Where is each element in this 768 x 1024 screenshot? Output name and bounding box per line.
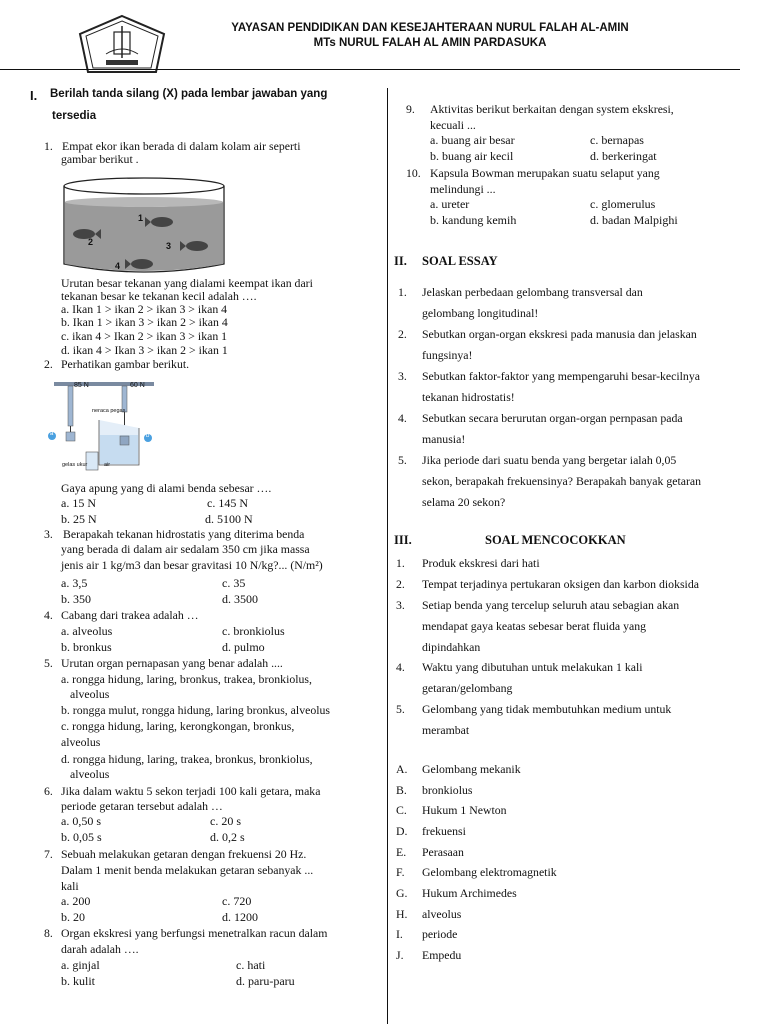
school-title: MTs NURUL FALAH AL AMIN PARDASUKA: [313, 37, 547, 49]
q9-option-b: b. buang air kecil: [430, 149, 514, 163]
q6-text: Jika dalam waktu 5 sekon terjadi 100 kali getara, maka: [61, 784, 321, 798]
q5-option-d: d. rongga hidung, laring, trakea, bronkus, bronkiolus,: [61, 752, 313, 766]
q1-number: 1.: [44, 139, 53, 153]
q7-text-cont: kali: [61, 879, 79, 893]
essay-5-number: 5.: [398, 453, 407, 467]
q8-option-c: c. hati: [236, 958, 266, 972]
q9-option-a: a. buang air besar: [430, 133, 515, 147]
q10-number: 10.: [406, 166, 421, 180]
q2-text: Perhatikan gambar berikut.: [61, 357, 190, 371]
answer-g-text: Hukum Archimedes: [422, 886, 517, 900]
match-3-number: 3.: [396, 598, 405, 612]
fish-label-3: 3: [166, 241, 172, 251]
answer-b-text: bronkiolus: [422, 783, 473, 797]
answer-j-text: Empedu: [422, 948, 462, 962]
q8-option-a: a. ginjal: [61, 958, 100, 972]
q9-option-d: d. berkeringat: [590, 149, 657, 163]
air-label: air: [104, 462, 111, 468]
q6-option-d: d. 0,2 s: [210, 830, 245, 844]
essay-3-text: Sebutkan faktor-faktor yang mempengaruhi besar-kecilnya tekanan hidrostatis!: [422, 369, 700, 404]
q2-option-b: b. 25 N: [61, 512, 97, 526]
q5-number: 5.: [44, 656, 53, 670]
q1-option-d: d. ikan 4 > Ikan 3 > ikan 2 > ikan 1: [61, 343, 228, 357]
section-1-title: Berilah tanda silang (X) pada lembar jawaban yang: [50, 88, 328, 100]
q3-option-c: c. 35: [222, 576, 246, 590]
q4-option-a: a. alveolus: [61, 624, 113, 638]
q10-option-d: d. badan Malpighi: [590, 213, 678, 227]
q8-number: 8.: [44, 926, 53, 940]
q8-option-b: b. kulit: [61, 974, 96, 988]
essay-5-text: Jika periode dari suatu benda yang bergetar ialah 0,05 sekon, berapakah frekuensinya? Berapakah banyak getaran selama 20 sekon?: [422, 453, 702, 509]
section-3-title: SOAL MENCOCOKKAN: [485, 533, 626, 547]
q10-text: Kapsula Bowman merupakan suatu selaput yang: [430, 166, 660, 180]
q3-text: Berapakah tekanan hidrostatis yang diterima benda: [63, 527, 305, 541]
section-3-number: III.: [394, 533, 412, 547]
q6-text-cont: periode getaran tersebut adalah …: [61, 799, 223, 813]
q8-option-d: d. paru-paru: [236, 974, 295, 988]
fish-pond-figure: [62, 176, 227, 276]
essay-2-text: Sebutkan organ-organ ekskresi pada manusia dan jelaskan fungsinya!: [422, 327, 697, 362]
answer-i-letter: I.: [396, 927, 403, 941]
match-1-number: 1.: [396, 556, 405, 570]
q3-option-d: d. 3500: [222, 592, 258, 606]
q1-option-b: b. Ikan 1 > ikan 3 > ikan 2 > ikan 4: [61, 315, 228, 329]
q3-option-a: a. 3,5: [61, 576, 88, 590]
q6-option-a: a. 0,50 s: [61, 814, 101, 828]
q6-option-b: b. 0,05 s: [61, 830, 102, 844]
fish-label-2: 2: [88, 237, 94, 247]
q9-option-c: c. bernapas: [590, 133, 644, 147]
q5-option-c-cont: alveolus: [61, 735, 101, 749]
q2-text-2: Gaya apung yang di alami benda sebesar ….: [61, 481, 272, 495]
answer-b-letter: B.: [396, 783, 407, 797]
q4-text: Cabang dari trakea adalah …: [61, 608, 199, 622]
q3-text-cont: jenis air 1 kg/m3 dan besar gravitasi 10 N/kg?... (N/m²): [61, 558, 323, 572]
essay-2-number: 2.: [398, 327, 407, 341]
essay-4-number: 4.: [398, 411, 407, 425]
answer-a-letter: A.: [396, 762, 408, 776]
q1-text: Urutan besar tekanan yang dialami keempat ikan dari: [61, 276, 313, 290]
header-divider: [0, 69, 740, 70]
neraca-label: neraca pegas: [92, 408, 126, 414]
gelas-label: gelas ukur: [62, 462, 88, 468]
q9-text: Aktivitas berikut berkaitan dengan system ekskresi,: [430, 102, 674, 116]
q2-option-c: c. 145 N: [207, 496, 248, 510]
q7-option-a: a. 200: [61, 894, 91, 908]
q7-option-c: c. 720: [222, 894, 252, 908]
answer-a-text: Gelombang mekanik: [422, 762, 521, 776]
match-5-text: Gelombang yang tidak membutuhkan medium untuk merambat: [422, 702, 672, 737]
match-4-text: Waktu yang dibutuhan untuk melakukan 1 kali getaran/gelombang: [422, 660, 643, 695]
q4-number: 4.: [44, 608, 53, 622]
answer-c-letter: C.: [396, 803, 407, 817]
q8-text: Organ ekskresi yang berfungsi menetralkan racun dalam: [61, 926, 328, 940]
answer-h-letter: H.: [396, 907, 408, 921]
q5-option-d-cont: alveolus: [70, 767, 110, 781]
q7-text: Sebuah melakukan getaran dengan frekuensi 20 Hz.: [61, 847, 307, 861]
section-2-number: II.: [394, 254, 407, 268]
q7-text-cont: Dalam 1 menit benda melakukan getaran sebanyak ...: [61, 863, 314, 877]
q4-option-d: d. pulmo: [222, 640, 265, 654]
spring-balance-figure: [44, 380, 164, 475]
q7-option-b: b. 20: [61, 910, 85, 924]
q5-option-c: c. rongga hidung, laring, kerongkongan, bronkus,: [61, 719, 295, 733]
section-2-title: SOAL ESSAY: [422, 254, 498, 268]
q1-option-c: c. ikan 4 > Ikan 2 > ikan 3 > ikan 1: [61, 329, 228, 343]
answer-e-text: Perasaan: [422, 845, 464, 859]
q3-number: 3.: [44, 527, 53, 541]
weight-label-60: 60 N: [130, 382, 145, 389]
q5-option-a: a. rongga hidung, laring, bronkus, trakea, bronkiolus,: [61, 672, 312, 686]
match-1-text: Produk ekskresi dari hati: [422, 556, 540, 570]
label-b: b: [146, 433, 150, 439]
q5-text: Urutan organ pernapasan yang benar adalah ....: [61, 656, 283, 670]
foundation-title: YAYASAN PENDIDIKAN DAN KESEJAHTERAAN NURUL FALAH AL-AMIN: [231, 22, 629, 34]
q10-text-cont: melindungi ...: [430, 182, 496, 196]
section-1-number: I.: [30, 88, 38, 103]
answer-g-letter: G.: [396, 886, 408, 900]
q1-option-a: a. Ikan 1 > ikan 2 > ikan 3 > ikan 4: [61, 302, 228, 316]
essay-1-text: Jelaskan perbedaan gelombang transversal dan gelombang longitudinal!: [422, 285, 643, 320]
q10-option-b: b. kandung kemih: [430, 213, 517, 227]
q9-number: 9.: [406, 102, 415, 116]
q7-number: 7.: [44, 847, 53, 861]
answer-f-text: Gelombang elektromagnetik: [422, 865, 557, 879]
match-3-text: Setiap benda yang tercelup seluruh atau sebagian akan mendapat gaya keatas sebesar berat fluida yang dipindahkan: [422, 598, 680, 654]
q3-text-cont: yang berada di dalam air sedalam 350 cm jika massa: [61, 542, 310, 556]
answer-d-text: frekuensi: [422, 824, 466, 838]
q3-option-b: b. 350: [61, 592, 91, 606]
essay-1-number: 1.: [398, 285, 407, 299]
q9-text-cont: kecuali ...: [430, 118, 476, 132]
q7-option-d: d. 1200: [222, 910, 258, 924]
match-2-text: Tempat terjadinya pertukaran oksigen dan karbon dioksida: [422, 577, 699, 591]
q1-text-cont: gambar berikut .: [61, 152, 139, 166]
q5-option-a-cont: alveolus: [70, 687, 110, 701]
q10-option-a: a. ureter: [430, 197, 470, 211]
q1-text: Empat ekor ikan berada di dalam kolam air seperti: [62, 139, 301, 153]
answer-c-text: Hukum 1 Newton: [422, 803, 507, 817]
q4-option-c: c. bronkiolus: [222, 624, 285, 638]
answer-e-letter: E.: [396, 845, 407, 859]
match-5-number: 5.: [396, 702, 405, 716]
q2-number: 2.: [44, 357, 53, 371]
section-1-title-cont: tersedia: [52, 110, 97, 122]
q8-text-cont: darah adalah ….: [61, 942, 139, 956]
q5-option-b: b. rongga mulut, rongga hidung, laring bronkus, alveolus: [61, 703, 330, 717]
match-2-number: 2.: [396, 577, 405, 591]
answer-d-letter: D.: [396, 824, 408, 838]
essay-4-text: Sebutkan secara berurutan organ-organ pernpasan pada manusia!: [422, 411, 683, 446]
q4-option-b: b. bronkus: [61, 640, 112, 654]
weight-label-85: 85 N: [74, 382, 89, 389]
answer-j-letter: J.: [396, 948, 404, 962]
answer-i-text: periode: [422, 927, 458, 941]
essay-3-number: 3.: [398, 369, 407, 383]
q2-option-d: d. 5100 N: [205, 512, 253, 526]
q1-text-cont: tekanan besar ke tekanan kecil adalah ….: [61, 289, 257, 303]
fish-label-1: 1: [138, 213, 144, 223]
q10-option-c: c. glomerulus: [590, 197, 656, 211]
label-a: a: [50, 431, 54, 437]
q2-option-a: a. 15 N: [61, 496, 96, 510]
answer-h-text: alveolus: [422, 907, 462, 921]
column-divider: [387, 88, 388, 1024]
answer-f-letter: F.: [396, 865, 405, 879]
q6-number: 6.: [44, 784, 53, 798]
q6-option-c: c. 20 s: [210, 814, 241, 828]
fish-label-4: 4: [115, 261, 121, 271]
match-4-number: 4.: [396, 660, 405, 674]
